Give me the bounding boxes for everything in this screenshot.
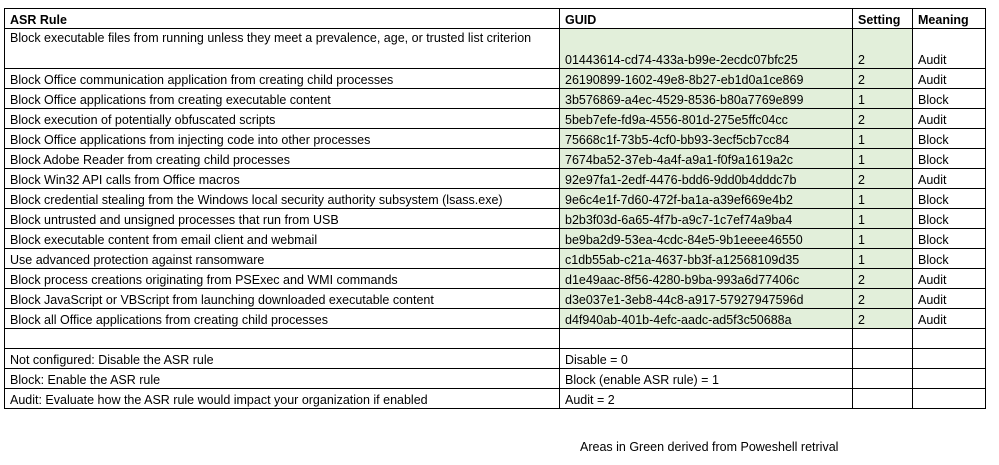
table-row — [5, 289, 986, 309]
empty-row — [5, 329, 986, 349]
table-row — [5, 149, 986, 169]
rule-cell: Block process creations originating from PSExec and WMI commands — [5, 269, 560, 289]
rule-cell: Use advanced protection against ransomware — [5, 249, 560, 269]
table-row — [5, 309, 986, 329]
meaning-cell: Audit — [913, 269, 986, 289]
rule-cell: Block all Office applications from creating child processes — [5, 309, 560, 329]
setting-cell: 1 — [853, 229, 913, 249]
setting-cell: 1 — [853, 149, 913, 169]
legend-description: Not configured: Disable the ASR rule — [5, 349, 560, 369]
empty-cell — [560, 329, 853, 349]
header-setting: Setting — [853, 9, 913, 29]
rule-cell: Block Office applications from injecting code into other processes — [5, 129, 560, 149]
guid-cell: d3e037e1-3eb8-44c8-a917-57927947596d — [560, 289, 853, 309]
green-area-note: Areas in Green derived from Poweshell retrival — [580, 440, 839, 454]
header-guid: GUID — [560, 9, 853, 29]
header-asr-rule: ASR Rule — [5, 9, 560, 29]
guid-cell: be9ba2d9-53ea-4cdc-84e5-9b1eeee46550 — [560, 229, 853, 249]
empty-cell — [5, 329, 560, 349]
empty-cell — [853, 389, 913, 409]
table-row — [5, 209, 986, 229]
rule-cell: Block Win32 API calls from Office macros — [5, 169, 560, 189]
empty-cell — [853, 329, 913, 349]
guid-cell: 75668c1f-73b5-4cf0-bb93-3ecf5cb7cc84 — [560, 129, 853, 149]
meaning-cell: Block — [913, 209, 986, 229]
table-row — [5, 109, 986, 129]
setting-cell: 1 — [853, 89, 913, 109]
empty-cell — [913, 389, 986, 409]
setting-cell: 1 — [853, 189, 913, 209]
legend-description: Audit: Evaluate how the ASR rule would impact your organization if enabled — [5, 389, 560, 409]
setting-cell: 1 — [853, 249, 913, 269]
setting-cell: 1 — [853, 209, 913, 229]
empty-cell — [913, 349, 986, 369]
table-row — [5, 229, 986, 249]
guid-cell: b2b3f03d-6a65-4f7b-a9c7-1c7ef74a9ba4 — [560, 209, 853, 229]
legend-description: Block: Enable the ASR rule — [5, 369, 560, 389]
setting-cell: 2 — [853, 109, 913, 129]
meaning-cell: Block — [913, 229, 986, 249]
meaning-cell: Block — [913, 89, 986, 109]
table-row — [5, 29, 986, 69]
rule-cell: Block executable content from email client and webmail — [5, 229, 560, 249]
guid-cell: d1e49aac-8f56-4280-b9ba-993a6d77406c — [560, 269, 853, 289]
guid-cell: 5beb7efe-fd9a-4556-801d-275e5ffc04cc — [560, 109, 853, 129]
table-row — [5, 169, 986, 189]
table-row — [5, 129, 986, 149]
meaning-cell: Audit — [913, 309, 986, 329]
setting-cell: 2 — [853, 309, 913, 329]
rule-cell: Block untrusted and unsigned processes that run from USB — [5, 209, 560, 229]
meaning-cell: Block — [913, 129, 986, 149]
empty-cell — [853, 369, 913, 389]
table-row — [5, 189, 986, 209]
rule-cell: Block executable files from running unless they meet a prevalence, age, or trusted list criterion — [5, 29, 560, 69]
table-row — [5, 249, 986, 269]
guid-cell: 7674ba52-37eb-4a4f-a9a1-f0f9a1619a2c — [560, 149, 853, 169]
empty-cell — [853, 349, 913, 369]
rule-cell: Block JavaScript or VBScript from launching downloaded executable content — [5, 289, 560, 309]
setting-cell: 2 — [853, 289, 913, 309]
meaning-cell: Audit — [913, 169, 986, 189]
setting-cell: 2 — [853, 169, 913, 189]
legend-row — [5, 389, 986, 409]
asr-rules-table — [4, 8, 986, 409]
legend-value: Audit = 2 — [560, 389, 853, 409]
meaning-cell: Audit — [913, 109, 986, 129]
rule-cell: Block Adobe Reader from creating child processes — [5, 149, 560, 169]
rule-cell: Block Office applications from creating executable content — [5, 89, 560, 109]
rule-cell: Block execution of potentially obfuscated scripts — [5, 109, 560, 129]
legend-row — [5, 349, 986, 369]
meaning-cell: Block — [913, 249, 986, 269]
guid-cell: c1db55ab-c21a-4637-bb3f-a12568109d35 — [560, 249, 853, 269]
table-row — [5, 69, 986, 89]
legend-value: Disable = 0 — [560, 349, 853, 369]
guid-cell: 3b576869-a4ec-4529-8536-b80a7769e899 — [560, 89, 853, 109]
setting-cell: 2 — [853, 69, 913, 89]
meaning-cell: Audit — [913, 289, 986, 309]
guid-cell: 9e6c4e1f-7d60-472f-ba1a-a39ef669e4b2 — [560, 189, 853, 209]
header-meaning: Meaning — [913, 9, 986, 29]
meaning-cell: Audit — [913, 69, 986, 89]
rule-cell: Block credential stealing from the Windows local security authority subsystem (lsass.exe) — [5, 189, 560, 209]
meaning-cell: Audit — [913, 29, 986, 69]
meaning-cell: Block — [913, 189, 986, 209]
empty-cell — [913, 329, 986, 349]
setting-cell: 2 — [853, 269, 913, 289]
guid-cell: 92e97fa1-2edf-4476-bdd6-9dd0b4dddc7b — [560, 169, 853, 189]
table-row — [5, 89, 986, 109]
rule-cell: Block Office communication application from creating child processes — [5, 69, 560, 89]
guid-cell: 26190899-1602-49e8-8b27-eb1d0a1ce869 — [560, 69, 853, 89]
empty-cell — [913, 369, 986, 389]
meaning-cell: Block — [913, 149, 986, 169]
guid-cell: 01443614-cd74-433a-b99e-2ecdc07bfc25 — [560, 29, 853, 69]
setting-cell: 2 — [853, 29, 913, 69]
guid-cell: d4f940ab-401b-4efc-aadc-ad5f3c50688a — [560, 309, 853, 329]
legend-value: Block (enable ASR rule) = 1 — [560, 369, 853, 389]
setting-cell: 1 — [853, 129, 913, 149]
table-row — [5, 269, 986, 289]
legend-row — [5, 369, 986, 389]
header-row — [5, 9, 986, 29]
